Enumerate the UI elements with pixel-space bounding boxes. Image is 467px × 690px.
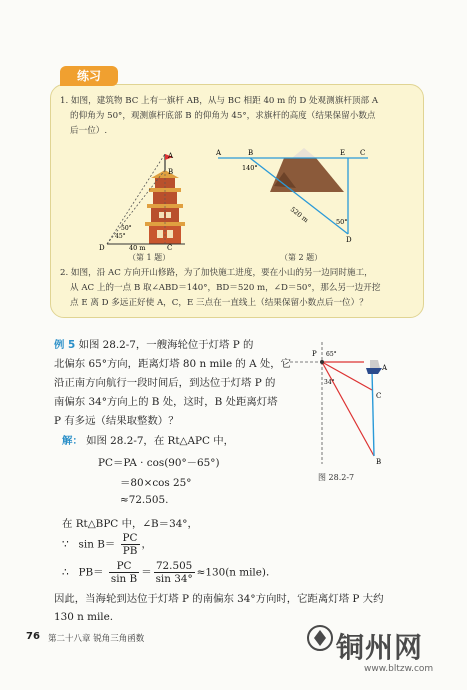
example-line-4: 南偏东 34°方向上的 B 处，这时，B 处距离灯塔 [54, 396, 278, 408]
equation-sin [62, 532, 152, 557]
fig1-label-d: D [99, 244, 105, 250]
sin-left: sin B＝ [78, 538, 116, 551]
fig1-label-a: A [168, 152, 174, 160]
q1-line-2: 的仰角为 50°，观测旗杆底部 B 的仰角为 45°，求旗杆的高度（结果保留小数点 [70, 111, 376, 121]
fig1-label-b: B [168, 168, 174, 176]
page-number: 76 [26, 631, 40, 642]
fig1-angle-50: 50° [121, 225, 132, 232]
chapter-title: 第二十八章 锐角三角函数 [48, 634, 145, 644]
fig2-label-c: C [360, 149, 366, 157]
therefore-symbol: ∴ [62, 566, 69, 579]
conclusion-line-1: 因此，当海轮到达位于灯塔 P 的南偏东 34°方向时，它距离灯塔 P 大约 [54, 593, 384, 605]
fig3-caption: 图 28.2-7 [318, 473, 355, 482]
fig2-angle-140: 140° [242, 164, 258, 172]
fig3-label-b: B [376, 458, 382, 466]
fig3-label-a: A [382, 364, 388, 372]
example-line-5: P 有多远（结果取整数）？ [54, 415, 179, 427]
pb-left: PB＝ [78, 566, 104, 579]
watermark-text: 铜州网 [336, 631, 424, 664]
fig1-caption: （第 1 题） [128, 253, 171, 262]
sin-denominator: PB [122, 545, 138, 557]
fig3-angle-34: 34° [324, 379, 335, 386]
q2-line-1: 2. 如图，沿 AC 方向开山修路，为了加快施工进度，要在小山的另一边同时施工， [60, 268, 373, 278]
watermark-logo-icon [306, 624, 334, 652]
fig2-distance: 520 m [288, 205, 310, 225]
figure-28-2-7 [286, 340, 406, 470]
example-text-1: 如图 28.2-7，一艘海轮位于灯塔 P 的 [78, 339, 254, 351]
pb-denominator-2: sin 34° [155, 573, 193, 585]
q1-line-1: 1. 如图，建筑物 BC 上有一旗杆 AB，从与 BC 相距 40 m 的 D 处观测旗杆顶部 A [60, 96, 379, 106]
fig2-label-d: D [346, 236, 352, 244]
equation-pb [62, 560, 276, 585]
fig3-angle-65: 65° [326, 351, 337, 358]
fig2-angle-50: 50° [336, 218, 348, 226]
example-line-2: 北偏东 65°方向，距离灯塔 80 n mile 的 A 处，它 [54, 358, 292, 370]
pb-end: ≈130(n mile)． [196, 566, 277, 579]
sin-end: ， [141, 538, 152, 551]
pb-equals: ＝ [141, 566, 152, 579]
fig2-label-e: E [340, 149, 346, 157]
practice-tab: 练习 [60, 66, 118, 86]
conclusion-line-2: 130 n mile. [54, 611, 114, 623]
pb-numerator-1: PC [109, 560, 139, 573]
pb-numerator-2: 72.505 [154, 560, 195, 573]
fig3-label-c: C [376, 392, 382, 400]
equation-pc-3: ≈72.505. [120, 494, 169, 506]
fig2-label-b: B [248, 149, 254, 157]
q2-line-3: 点 E 离 D 多远正好使 A，C，E 三点在一直线上（结果保留小数点后一位）？ [70, 298, 368, 308]
triangle-line: 在 Rt△BPC 中，∠B＝34°， [62, 518, 198, 530]
q1-line-3: 后一位）. [70, 126, 108, 136]
figure-2-mountain [212, 146, 372, 246]
fig3-label-p: P [312, 350, 317, 358]
pb-fraction-2 [154, 560, 195, 585]
fig1-distance: 40 m [129, 244, 146, 250]
solution-intro-line [62, 432, 234, 451]
since-symbol: ∵ [62, 538, 69, 551]
fig2-caption: （第 2 题） [280, 253, 323, 262]
example-line-1 [54, 336, 253, 355]
example-line-3: 沿正南方向航行一段时间后，到达位于灯塔 P 的 [54, 377, 276, 389]
equation-pc-1: PC＝PA · cos(90°－65°) [98, 457, 220, 469]
fig1-label-c: C [167, 244, 173, 250]
example-label: 例 5 [54, 339, 76, 351]
sin-numerator: PC [122, 532, 138, 544]
fig2-label-a: A [216, 149, 222, 157]
pb-fraction-1 [109, 560, 139, 585]
sin-fraction [121, 532, 140, 557]
solution-intro: 如图 28.2-7，在 Rt△APC 中， [86, 435, 235, 447]
watermark-url: www.bltzw.com [364, 664, 434, 674]
solution-label: 解： [62, 435, 83, 447]
q2-line-2: 从 AC 上的一点 B 取∠ABD＝140°，BD＝520 m，∠D＝50°，那么另一边开挖 [70, 283, 381, 293]
equation-pc-2: ＝80×cos 25° [120, 477, 192, 489]
figure-1-pagoda [95, 150, 205, 250]
fig1-angle-45: 45° [115, 233, 126, 240]
pb-denominator-1: sin B [110, 573, 138, 585]
